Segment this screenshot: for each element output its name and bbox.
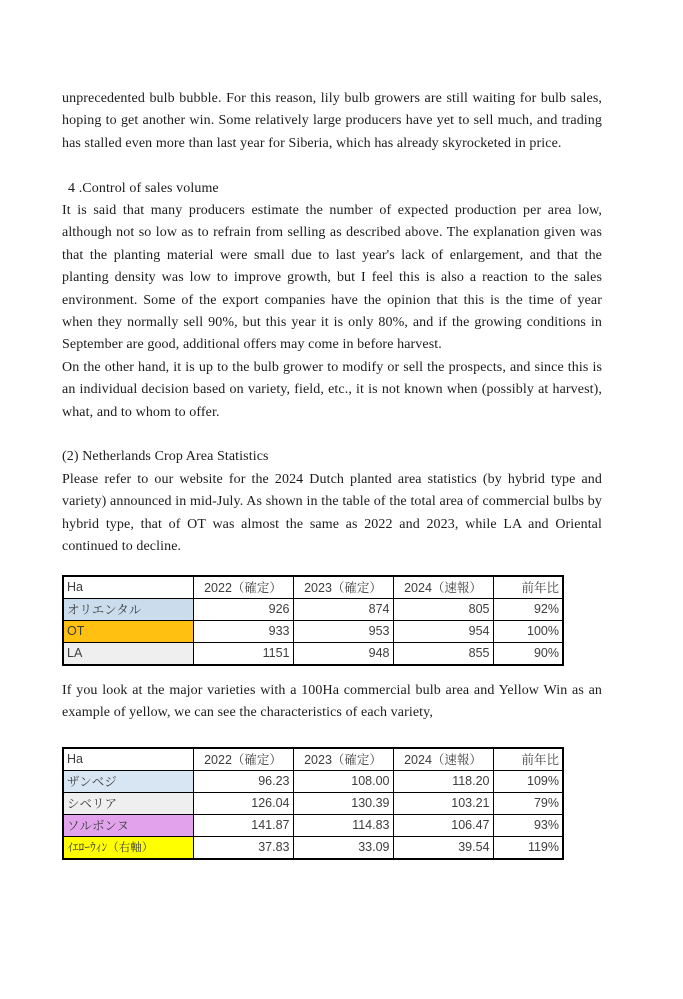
value-cell: 874 — [293, 598, 393, 620]
header-cell-ha: Ha — [63, 576, 193, 599]
table-row-sorbonne — [63, 814, 563, 836]
row-label-cell: シベリア — [63, 792, 193, 814]
table-row-siberia — [63, 792, 563, 814]
row-label-cell: ｲｴﾛｰｳｨﾝ（右軸） — [63, 836, 193, 859]
header-cell-2023: 2023（確定） — [293, 576, 393, 599]
hybrid-type-area-table — [62, 575, 564, 666]
table-header-row — [63, 748, 563, 771]
paragraph-dutch-statistics: Please refer to our website for the 2024 Dutch planted area statistics (by hybrid type and variety) announced in mid-July. As shown in the table of the total area of commercial bulbs by hybrid type, that of OT was almost the same as 2022 and 2023, while LA and Oriental continued to decline. — [62, 471, 602, 555]
value-cell: 96.23 — [193, 770, 293, 792]
paragraph-production-estimates: It is said that many producers estimate the number of expected production per area low, although not so low as to refrain from selling as described above. The explanation given was that the planting material were small due to last year's lack of enlargement, and that the planting density was low to improve growth, but I feel this is also a reaction to the sales environment. Some of the export companies have the opinion that this is the time of year when they normally sell 90%, but this year it is only 80%, and if the growing conditions in September are good, additional offers may come in before harvest. — [62, 203, 602, 353]
paragraph-bulb-bubble: unprecedented bulb bubble. For this reason, lily bulb growers are still waiting for bulb sales, hoping to get another win. Some relatively large producers have yet to sell much, and trading has stalled even more than last year for Siberia, which has already skyrocketed in price. — [62, 91, 602, 151]
value-cell: 106.47 — [393, 814, 493, 836]
header-cell-2024: 2024（速報） — [393, 576, 493, 599]
row-label-cell: LA — [63, 642, 193, 665]
table-row-ot — [63, 620, 563, 642]
value-cell: 37.83 — [193, 836, 293, 859]
header-cell-2022: 2022（確定） — [193, 576, 293, 599]
value-cell: 33.09 — [293, 836, 393, 859]
header-cell-2024: 2024（速報） — [393, 748, 493, 771]
table-row-zambesi — [63, 770, 563, 792]
header-cell-2022: 2022（確定） — [193, 748, 293, 771]
blank-line — [62, 424, 602, 446]
value-cell: 39.54 — [393, 836, 493, 859]
table-row-la — [63, 642, 563, 665]
blank-line — [62, 724, 602, 746]
value-cell: 855 — [393, 642, 493, 665]
table-header-row — [63, 576, 563, 599]
value-cell: 109% — [493, 770, 563, 792]
value-cell: 90% — [493, 642, 563, 665]
paragraph-grower-decision: On the other hand, it is up to the bulb grower to modify or sell the prospects, and since this is an individual decision based on variety, field, etc., it is not known when (possibly at harvest), what, and to whom to offer. — [62, 359, 602, 420]
header-cell-yoy: 前年比 — [493, 748, 563, 771]
paragraph-major-varieties: If you look at the major varieties with a 100Ha commercial bulb area and Yellow Win as an example of yellow, we can see the characteristics of each variety, — [62, 682, 602, 720]
value-cell: 948 — [293, 642, 393, 665]
table-row-yellow-win — [63, 836, 563, 859]
blank-line — [62, 155, 602, 177]
value-cell: 933 — [193, 620, 293, 642]
value-cell: 130.39 — [293, 792, 393, 814]
value-cell: 954 — [393, 620, 493, 642]
value-cell: 100% — [493, 620, 563, 642]
value-cell: 119% — [493, 836, 563, 859]
heading-control-of-sales-volume: 4 .Control of sales volume — [68, 180, 219, 196]
value-cell: 141.87 — [193, 814, 293, 836]
header-cell-ha: Ha — [63, 748, 193, 771]
value-cell: 805 — [393, 598, 493, 620]
value-cell: 926 — [193, 598, 293, 620]
row-label-cell: オリエンタル — [63, 598, 193, 620]
value-cell: 93% — [493, 814, 563, 836]
value-cell: 126.04 — [193, 792, 293, 814]
value-cell: 1151 — [193, 642, 293, 665]
value-cell: 108.00 — [293, 770, 393, 792]
value-cell: 953 — [293, 620, 393, 642]
value-cell: 114.83 — [293, 814, 393, 836]
row-label-cell: ソルボンヌ — [63, 814, 193, 836]
value-cell: 118.20 — [393, 770, 493, 792]
row-label-cell: ザンベジ — [63, 770, 193, 792]
value-cell: 92% — [493, 598, 563, 620]
header-cell-yoy: 前年比 — [493, 576, 563, 599]
variety-area-table — [62, 747, 564, 860]
value-cell: 79% — [493, 792, 563, 814]
header-cell-2023: 2023（確定） — [293, 748, 393, 771]
row-label-cell: OT — [63, 620, 193, 642]
heading-netherlands-crop-area: (2) Netherlands Crop Area Statistics — [62, 449, 269, 465]
value-cell: 103.21 — [393, 792, 493, 814]
table-row-oriental — [63, 598, 563, 620]
